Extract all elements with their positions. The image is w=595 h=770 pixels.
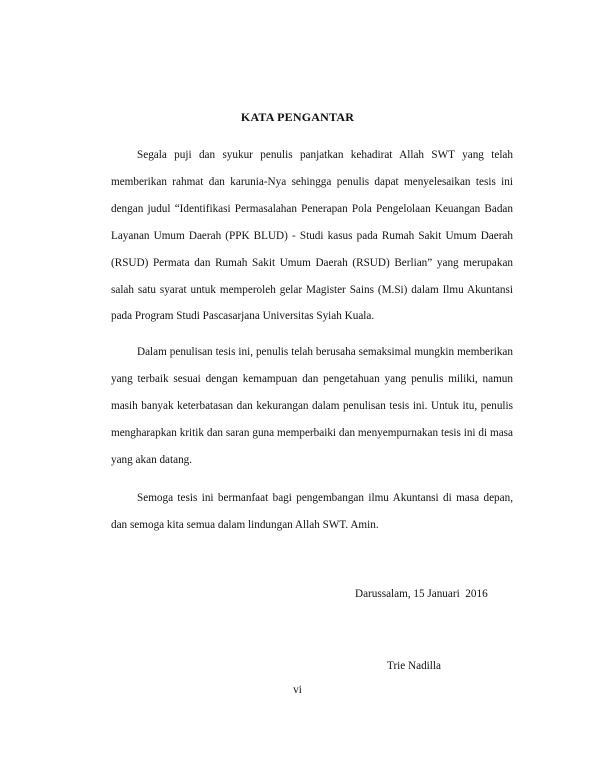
page-title: KATA PENGANTAR — [240, 110, 355, 124]
author-name: Trie Nadilla — [387, 660, 441, 672]
paragraph-gratitude: Segala puji dan syukur penulis panjatkan kehadirat Allah SWT yang telah memberikan rahmat dan karunia-Nya sehingga penulis dapat menyelesaikan tesis ini dengan judul “Identifikasi Permasalahan Penerapan Pola Pengelolaan Keuangan Badan Layanan Umum Daerah (PPK BLUD) - Studi kasus pada Rumah Sakit Umum Daerah (RSUD) Permata dan Rumah Sakit Umum Daerah (RSUD) Berlian” yang merupakan salah satu syarat untuk memperoleh gelar Magister Sains (M.Si) dalam Ilmu Akuntansi pada Program Studi Pascasarjana Universitas Syiah Kuala. — [111, 149, 513, 323]
page-number: vi — [293, 684, 302, 696]
place-date: Darussalam, 15 Januari 2016 — [355, 588, 488, 600]
paragraph-limitations: Dalam penulisan tesis ini, penulis telah berusaha semaksimal mungkin memberikan yang terbaik sesuai dengan kemampuan dan pengetahuan yang penulis miliki, namun masih banyak keterbatasan dan kekurangan dalam penulisan tesis ini. Untuk itu, penulis mengharapkan kritik dan saran guna memperbaiki dan menyempurnakan tesis ini di masa yang akan datang. — [111, 346, 513, 466]
paragraph-closing: Semoga tesis ini bermanfaat bagi pengembangan ilmu Akuntansi di masa depan, dan semoga kita semua dalam lindungan Allah SWT. Amin. — [111, 492, 513, 531]
